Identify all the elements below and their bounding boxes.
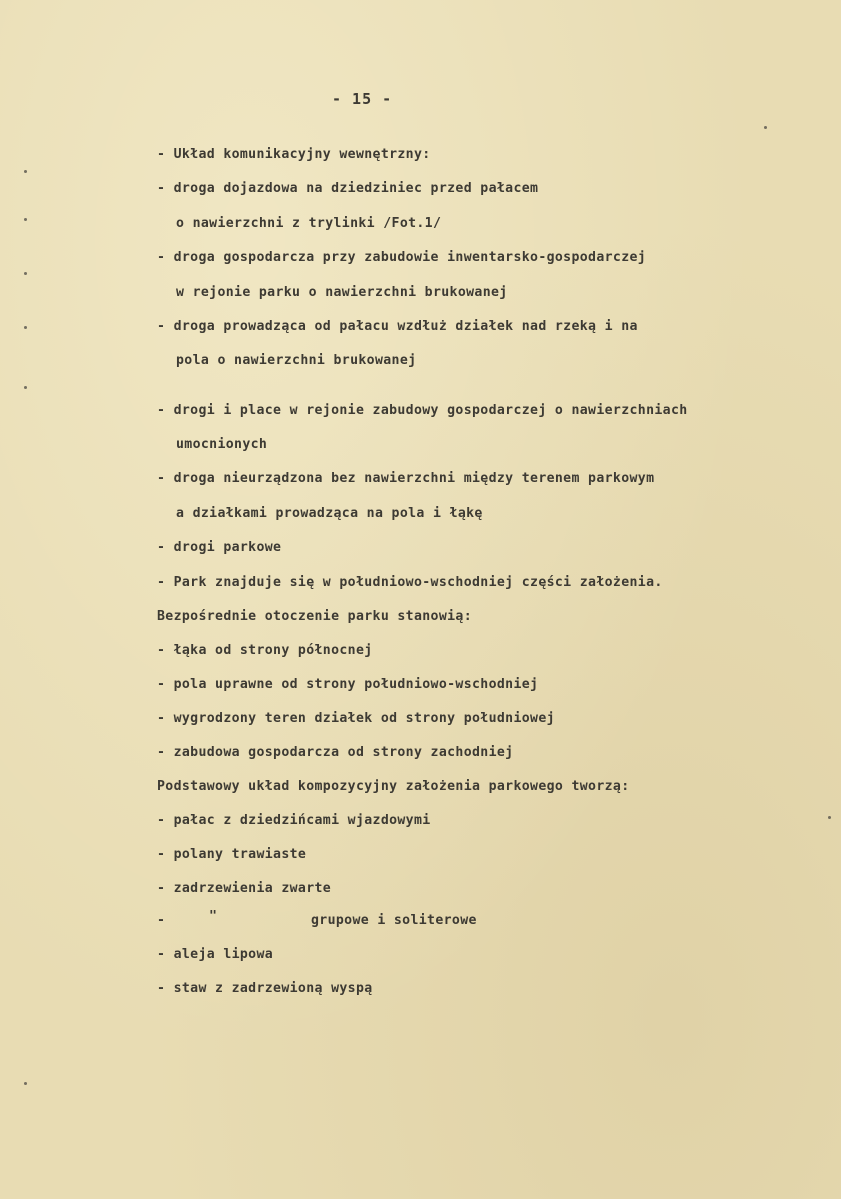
text-line-21: - polany trawiaste — [157, 847, 307, 862]
text-line-5: w rejonie parku o nawierzchni brukowanej — [176, 285, 508, 300]
margin-dot — [828, 816, 831, 819]
text-line-25: - staw z zadrzewioną wyspą — [157, 981, 373, 996]
page-number: - 15 - — [332, 90, 393, 108]
margin-dot — [764, 126, 767, 129]
text-line-11: a działkami prowadząca na pola i łąkę — [176, 506, 483, 521]
text-line-4: - droga gospodarcza przy zabudowie inwentarsko-gospodarczej — [157, 250, 647, 265]
text-line-12: - drogi parkowe — [157, 540, 282, 555]
text-line-23-dash: - — [157, 913, 166, 928]
text-line-16: - pola uprawne od strony południowo-wschodniej — [157, 677, 539, 692]
text-line-9: umocnionych — [176, 437, 268, 452]
margin-dot — [24, 1082, 27, 1085]
text-line-3: o nawierzchni z trylinki /Fot.1/ — [176, 216, 442, 231]
text-line-14: Bezpośrednie otoczenie parku stanowią: — [157, 609, 473, 624]
text-line-20: - pałac z dziedzińcami wjazdowymi — [157, 813, 431, 828]
text-line-6: - droga prowadząca od pałacu wzdłuż działek nad rzeką i na — [157, 319, 638, 334]
text-line-17: - wygrodzony teren działek od strony południowej — [157, 711, 555, 726]
text-line-18: - zabudowa gospodarcza od strony zachodniej — [157, 745, 514, 760]
text-line-13: - Park znajduje się w południowo-wschodniej części założenia. — [157, 575, 663, 590]
text-line-8: - drogi i place w rejonie zabudowy gospodarczej o nawierzchniach — [157, 403, 688, 418]
text-line-10: - droga nieurządzona bez nawierzchni między terenem parkowym — [157, 471, 655, 486]
text-line-15: - łąka od strony północnej — [157, 643, 373, 658]
margin-dot — [24, 386, 27, 389]
text-line-24: - aleja lipowa — [157, 947, 274, 962]
margin-dot — [24, 218, 27, 221]
text-line-23-text: grupowe i soliterowe — [311, 913, 477, 928]
text-line-1: - Układ komunikacyjny wewnętrzny: — [157, 147, 431, 162]
text-line-2: - droga dojazdowa na dziedziniec przed pałacem — [157, 181, 539, 196]
margin-dot — [24, 326, 27, 329]
text-line-19: Podstawowy układ kompozycyjny założenia parkowego tworzą: — [157, 779, 630, 794]
margin-dot — [24, 170, 27, 173]
margin-dot — [24, 272, 27, 275]
ditto-mark: " — [209, 909, 218, 924]
text-line-22: - zadrzewienia zwarte — [157, 881, 332, 896]
text-line-7: pola o nawierzchni brukowanej — [176, 353, 417, 368]
